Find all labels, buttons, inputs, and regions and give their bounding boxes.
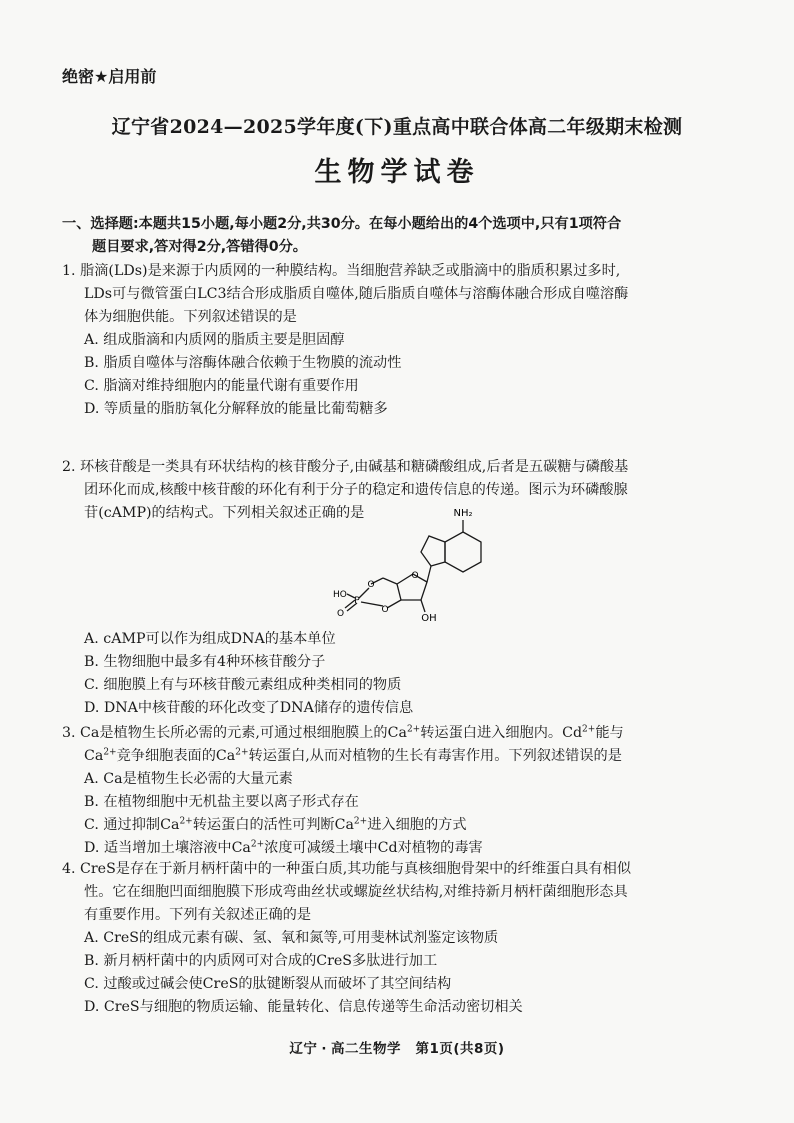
- option-b: B. 新月柄杆菌中的内质网可对合成的CreS多肽进行加工: [84, 953, 438, 969]
- option-b: B. 在植物细胞中无机盐主要以离子形式存在: [84, 794, 359, 810]
- option-c: C. 过酸或过碱会使CreS的肽键断裂从而破坏了其空间结构: [84, 976, 452, 992]
- pyrimidine-ring: [445, 532, 481, 572]
- question-stem-line: 4. CreS是存在于新月柄杆菌中的一种蛋白质,其功能与真核细胞骨架中的纤维蛋白具有相似: [62, 861, 632, 877]
- question-stem-line: 苷(cAMP)的结构式。下列相关叙述正确的是: [84, 505, 365, 521]
- question-3: [62, 722, 752, 860]
- question-stem-line: $Ca^{2+}$竞争细胞表面的$Ca^{2+}$转运蛋白,从而对植物的生长有毒害作用。下列叙述错误的是: [84, 747, 622, 764]
- question-stem-line: 体为细胞供能。下列叙述错误的是: [84, 309, 297, 325]
- question-4: [62, 858, 752, 1019]
- option-c: C. 脂滴对维持细胞内的能量代谢有重要作用: [84, 378, 359, 394]
- option-d: D. 等质量的脂肪氧化分解释放的能量比葡萄糖多: [84, 401, 388, 417]
- question-stem-line: 2. 环核苷酸是一类具有环状结构的核苷酸分子,由碱基和糖磷酸组成,后者是五碳糖与磷酸基: [62, 459, 629, 475]
- subject-title: 生物学试卷: [314, 157, 480, 188]
- question-stem-line: 3. Ca是植物生长所必需的元素,可通过根细胞膜上的$Ca^{2+}$转运蛋白进入细胞内。$Cd^{2+}$能与: [62, 724, 624, 741]
- question-stem-line: LDs可与微管蛋白LC3结合形成脂质自噬体,随后脂质自噬体与溶酶体融合形成自噬溶酶: [84, 286, 629, 302]
- question-1: [62, 260, 752, 421]
- phosphorus-label: P: [354, 596, 360, 606]
- confidential-mark: 绝密★启用前: [62, 67, 157, 86]
- option-c: C. 细胞膜上有与环核苷酸元素组成种类相同的物质: [84, 677, 402, 693]
- section-instructions-line: 题目要求,答对得2分,答错得0分。: [92, 239, 307, 255]
- ring-oxygen-label: O: [411, 571, 419, 581]
- option-d: D. DNA中核苷酸的环化改变了DNA储存的遗传信息: [84, 700, 414, 716]
- footer-subject: 高二生物学: [331, 1041, 402, 1057]
- option-b: B. 脂质自噬体与溶酶体融合依赖于生物膜的流动性: [84, 355, 402, 371]
- camp-structure-diagram: [325, 500, 505, 625]
- page-footer: [0, 1037, 794, 1057]
- section-instructions: [62, 213, 742, 259]
- option-d: D. CreS与细胞的物质运输、能量转化、信息传递等生命活动密切相关: [84, 999, 523, 1015]
- nh2-label: NH₂: [453, 508, 473, 519]
- option-a: A. 组成脂滴和内质网的脂质主要是胆固醇: [84, 332, 345, 348]
- question-2-options: [62, 628, 752, 720]
- question-stem-line: 性。它在细胞凹面细胞膜下形成弯曲丝状或螺旋丝状结构,对维持新月柄杆菌细胞形态具: [84, 884, 628, 900]
- ester-oxygen-label: O: [367, 580, 375, 590]
- question-stem-line: 有重要作用。下列有关叙述正确的是: [84, 907, 312, 923]
- imidazole-ring: [421, 536, 445, 566]
- section-instructions-line: 一、选择题:本题共15小题,每小题2分,共30分。在每小题给出的4个选项中,只有1项符合: [62, 216, 622, 232]
- footer-separator: ·: [321, 1041, 328, 1057]
- option-a: A. CreS的组成元素有碳、氢、氧和氮等,可用斐林试剂鉴定该物质: [84, 930, 499, 946]
- option-a: A. cAMP可以作为组成DNA的基本单位: [84, 631, 336, 647]
- option-b: B. 生物细胞中最多有4种环核苷酸分子: [84, 654, 326, 670]
- question-stem-line: 1. 脂滴(LDs)是来源于内质网的一种膜结构。当细胞营养缺乏或脂滴中的脂质积累过多时,: [62, 263, 621, 279]
- option-c: C. 通过抑制$Ca^{2+}$转运蛋白的活性可判断$Ca^{2+}$进入细胞的方式: [84, 816, 467, 833]
- option-d: D. 适当增加土壤溶液中$Ca^{2+}$浓度可减缓土壤中Cd对植物的毒害: [84, 839, 483, 856]
- oh-label: OH: [421, 613, 437, 624]
- question-stem-line: 团环化而成,核酸中核苷酸的环化有利于分子的稳定和遗传信息的传递。图示为环磷酸腺: [84, 482, 628, 498]
- footer-region: 辽宁: [289, 1041, 318, 1057]
- exam-title: 辽宁省2024—2025学年度(下)重点高中联合体高二年级期末检测: [111, 116, 683, 138]
- ester-oxygen-label-2: O: [381, 605, 389, 615]
- footer-page-number: 第1页(共8页): [415, 1041, 505, 1057]
- ho-label: HO: [333, 590, 347, 600]
- option-a: A. Ca是植物生长必需的大量元素: [84, 771, 293, 787]
- phosphate-oxygen-label: O: [337, 609, 345, 619]
